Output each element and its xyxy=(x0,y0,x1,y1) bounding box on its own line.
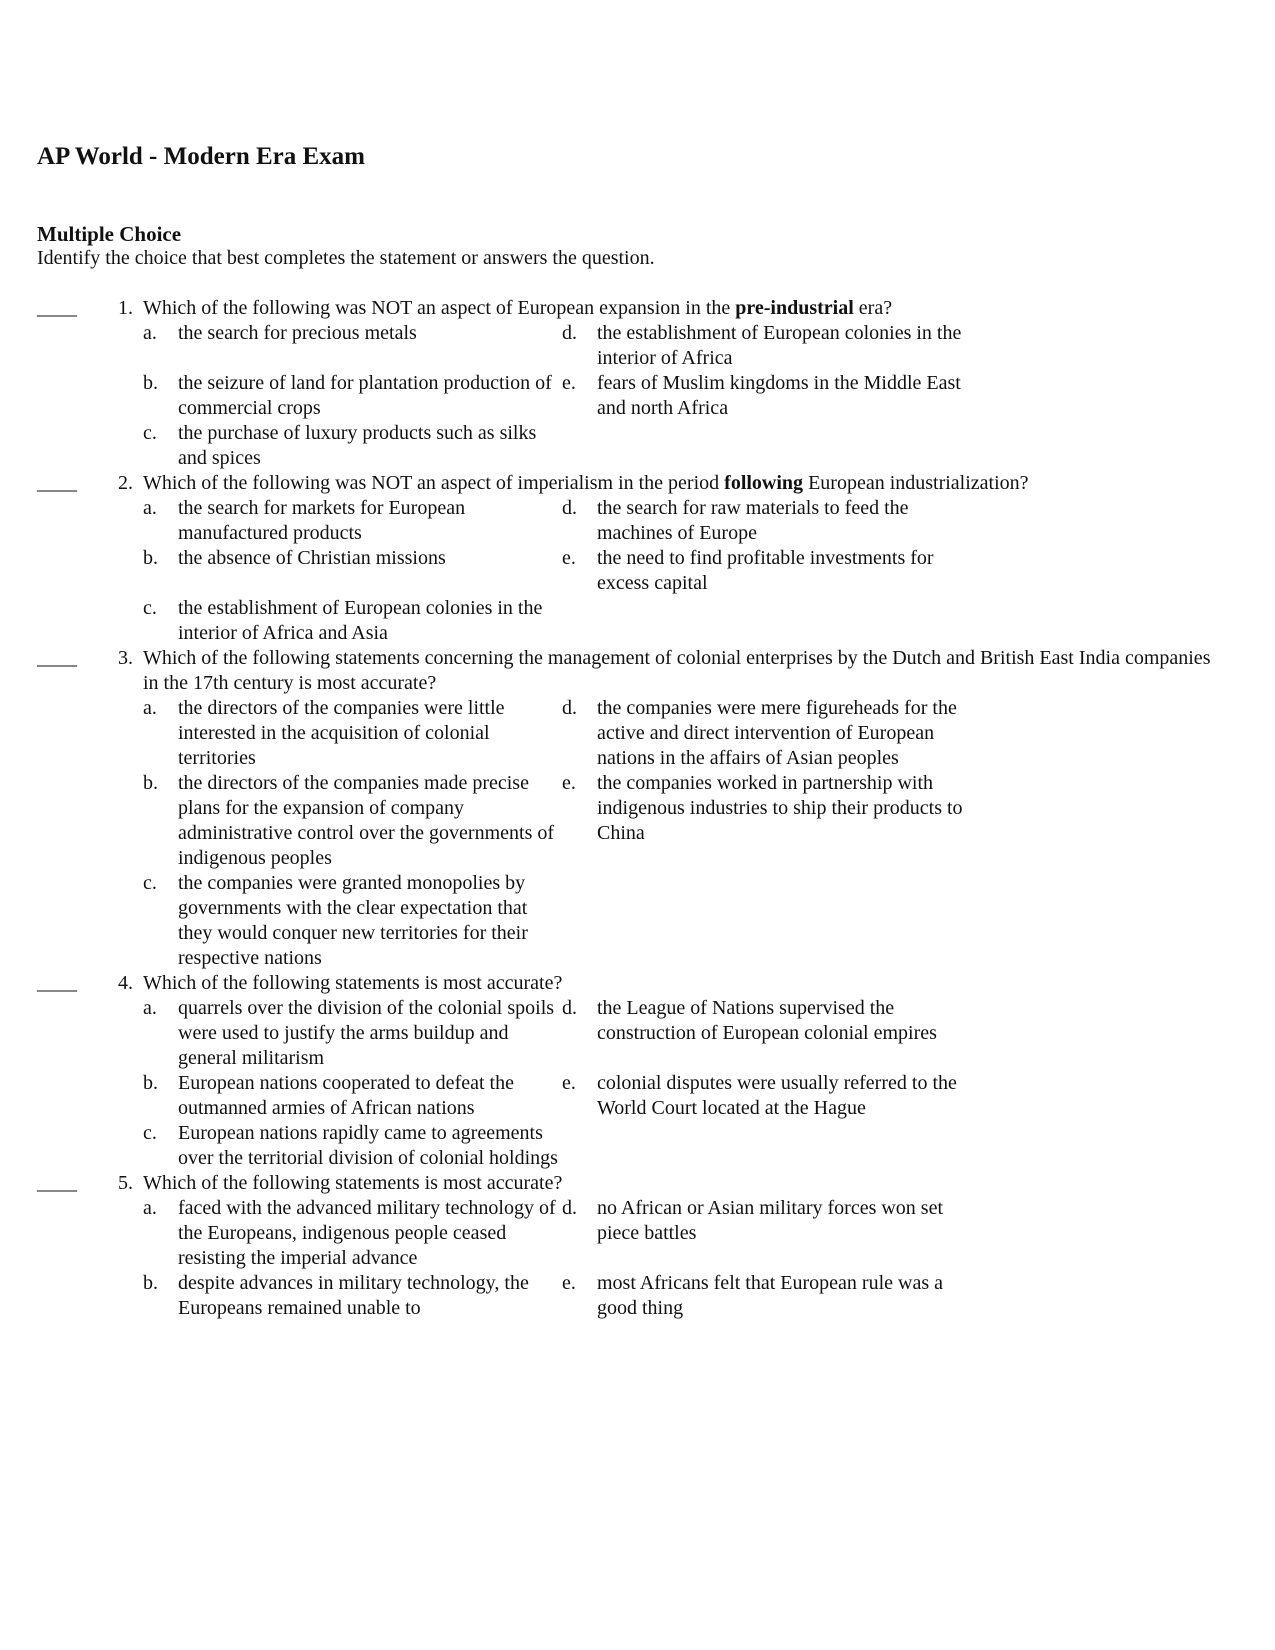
question-number: 5. xyxy=(118,1172,133,1194)
question-2 xyxy=(37,471,1237,646)
choice-e[interactable]: e. colonial disputes were usually referred to the World Court located at the Hague xyxy=(562,1072,957,1119)
choice-b[interactable]: b. the directors of the companies made precise plans for the expansion of company administrative control over the governments of indigenous peoples xyxy=(143,772,555,869)
choice-grid xyxy=(143,996,1237,1171)
question-stem: Which of the following was NOT an aspect of European expansion in the pre-industrial era? xyxy=(143,297,893,319)
question-stem: Which of the following statements concerning the management of colonial enterprises by the Dutch and British East India companies in the 17th century is most accurate? xyxy=(143,647,1211,694)
choice-grid xyxy=(143,496,1237,646)
question-number: 3. xyxy=(118,647,133,669)
choice-d[interactable]: d. the establishment of European colonies in the interior of Africa xyxy=(562,322,962,369)
choice-grid xyxy=(143,321,1237,471)
question-list xyxy=(37,296,1237,1321)
choice-c[interactable]: c. the companies were granted monopolies by governments with the clear expectation that they would conquer new territories for their respective nations xyxy=(143,872,528,969)
question-3 xyxy=(37,646,1237,971)
choice-b[interactable]: b. the absence of Christian missions xyxy=(143,547,446,569)
choice-d[interactable]: d. the companies were mere figureheads for the active and direct intervention of European nations in the affairs of Asian peoples xyxy=(562,697,957,769)
answer-blank[interactable]: ____ xyxy=(37,1172,77,1194)
choice-a[interactable]: a. quarrels over the division of the colonial spoils were used to justify the arms buildup and general militarism xyxy=(143,997,555,1069)
choice-a[interactable]: a. the search for markets for European manufactured products xyxy=(143,497,466,544)
choice-b[interactable]: b. despite advances in military technology, the Europeans remained unable to xyxy=(143,1272,529,1319)
question-5 xyxy=(37,1171,1237,1321)
answer-blank[interactable]: ____ xyxy=(37,647,77,669)
exam-title: AP World - Modern Era Exam xyxy=(37,143,366,170)
choice-c[interactable]: c. the purchase of luxury products such as silks and spices xyxy=(143,422,537,469)
choice-grid xyxy=(143,696,1237,971)
answer-blank[interactable]: ____ xyxy=(37,297,77,319)
choice-e[interactable]: e. the need to find profitable investments for excess capital xyxy=(562,547,934,594)
stem-emphasis: pre-industrial xyxy=(735,297,854,319)
question-number: 1. xyxy=(118,297,133,319)
choice-b[interactable]: b. European nations cooperated to defeat the outmanned armies of African nations xyxy=(143,1072,514,1119)
choice-c[interactable]: c. European nations rapidly came to agreements over the territorial division of colonial holdings xyxy=(143,1122,558,1169)
choice-d[interactable]: d. the search for raw materials to feed the machines of Europe xyxy=(562,497,909,544)
answer-blank[interactable]: ____ xyxy=(37,972,77,994)
choice-d[interactable]: d. no African or Asian military forces won set piece battles xyxy=(562,1197,944,1244)
question-1 xyxy=(37,296,1237,471)
question-number: 4. xyxy=(118,972,133,994)
question-number: 2. xyxy=(118,472,133,494)
section-title: Multiple Choice xyxy=(37,222,182,246)
choice-e[interactable]: e. the companies worked in partnership with indigenous industries to ship their products to China xyxy=(562,772,963,844)
question-stem: Which of the following statements is most accurate? xyxy=(143,972,563,994)
choice-c[interactable]: c. the establishment of European colonies in the interior of Africa and Asia xyxy=(143,597,543,644)
choice-e[interactable]: e. most Africans felt that European rule was a good thing xyxy=(562,1272,943,1319)
choice-e[interactable]: e. fears of Muslim kingdoms in the Middle East and north Africa xyxy=(562,372,961,419)
choice-a[interactable]: a. the search for precious metals xyxy=(143,322,417,344)
instructions: Identify the choice that best completes the statement or answers the question. xyxy=(37,247,655,269)
question-stem: Which of the following statements is most accurate? xyxy=(143,1172,563,1194)
choice-a[interactable]: a. faced with the advanced military technology of the Europeans, indigenous people ceased resisting the imperial advance xyxy=(143,1197,556,1269)
choice-d[interactable]: d. the League of Nations supervised the construction of European colonial empires xyxy=(562,997,937,1044)
question-4 xyxy=(37,971,1237,1171)
question-stem: Which of the following was NOT an aspect of imperialism in the period following European industrialization? xyxy=(143,472,1029,494)
choice-b[interactable]: b. the seizure of land for plantation production of commercial crops xyxy=(143,372,552,419)
answer-blank[interactable]: ____ xyxy=(37,472,77,494)
choice-grid xyxy=(143,1196,1237,1321)
stem-emphasis: following xyxy=(724,472,804,494)
choice-a[interactable]: a. the directors of the companies were little interested in the acquisition of colonial territories xyxy=(143,697,505,769)
